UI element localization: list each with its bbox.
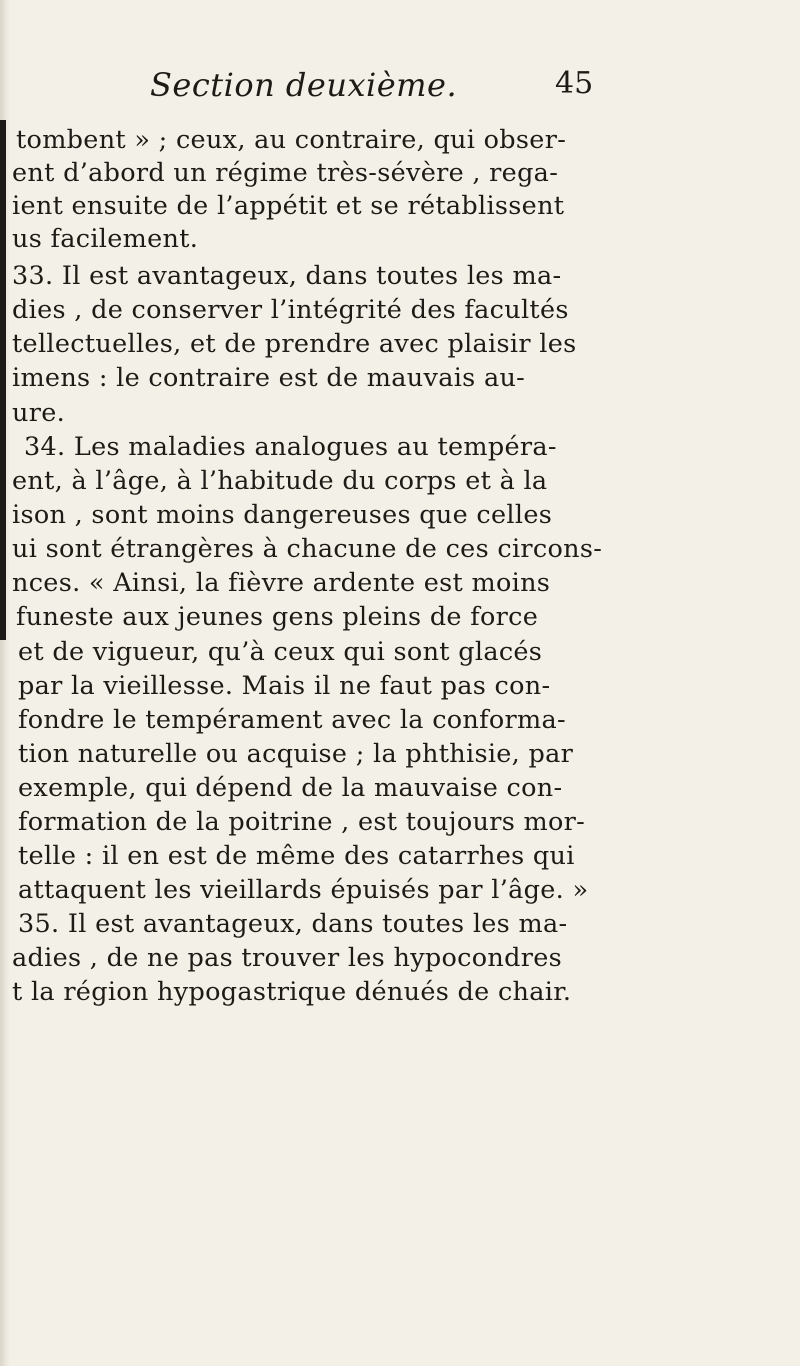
text-line: 35. Il est avantageux, dans toutes les ma- xyxy=(18,909,568,939)
text-line: funeste aux jeunes gens pleins de force xyxy=(16,602,539,632)
text-line: tombent » ; ceux, au contraire, qui obser- xyxy=(16,125,567,155)
page-number: 45 xyxy=(555,66,594,101)
text-line: ison , sont moins dangereuses que celles xyxy=(12,500,553,530)
text-line: ent, à l’âge, à l’habitude du corps et à la xyxy=(12,466,548,496)
running-head: Section deuxième. xyxy=(150,66,458,104)
text-line: fondre le tempérament avec la conforma- xyxy=(18,705,566,735)
text-line: formation de la poitrine , est toujours mor- xyxy=(18,807,586,837)
text-line: telle : il en est de même des catarrhes qui xyxy=(18,841,575,871)
text-line: us facilement. xyxy=(12,224,199,254)
text-line: adies , de ne pas trouver les hypocondres xyxy=(12,943,563,973)
binding-edge xyxy=(0,120,6,640)
text-line: tion naturelle ou acquise ; la phthisie, par xyxy=(18,739,574,769)
text-line: ient ensuite de l’appétit et se rétablissent xyxy=(12,191,565,221)
text-line: nces. « Ainsi, la fièvre ardente est moins xyxy=(12,568,551,598)
text-line: imens : le contraire est de mauvais au- xyxy=(12,363,526,393)
text-line: ure. xyxy=(12,398,66,428)
page-header xyxy=(0,66,800,116)
text-line: attaquent les vieillards épuisés par l’âge. » xyxy=(18,875,589,905)
text-line: dies , de conserver l’intégrité des facultés xyxy=(12,295,569,325)
text-line: ui sont étrangères à chacune de ces circons- xyxy=(12,534,603,564)
text-line: par la vieillesse. Mais il ne faut pas con- xyxy=(18,671,551,701)
text-line: et de vigueur, qu’à ceux qui sont glacés xyxy=(18,637,543,667)
text-line: 34. Les maladies analogues au tempéra- xyxy=(24,432,557,462)
text-line: 33. Il est avantageux, dans toutes les ma- xyxy=(12,261,562,291)
text-line: exemple, qui dépend de la mauvaise con- xyxy=(18,773,563,803)
text-line: t la région hypogastrique dénués de chair. xyxy=(12,977,572,1007)
text-line: tellectuelles, et de prendre avec plaisir les xyxy=(12,329,577,359)
text-line: ent d’abord un régime très-sévère , rega- xyxy=(12,158,559,188)
